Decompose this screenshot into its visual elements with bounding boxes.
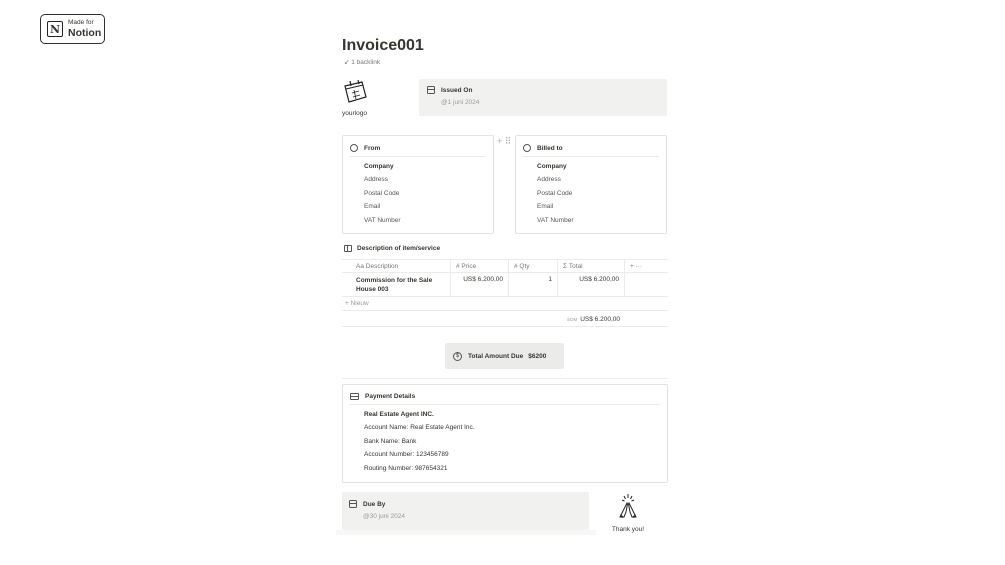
payment-bank-name[interactable]: Bank Name: Bank: [364, 437, 417, 445]
table-title[interactable]: [344, 245, 440, 252]
payment-label: Payment Details: [365, 393, 416, 400]
items-table: [342, 259, 668, 327]
calendar-sketch-icon: [342, 79, 368, 105]
payment-account-number[interactable]: Account Number: 123456789: [364, 451, 449, 459]
sum-cell[interactable]: [558, 311, 625, 326]
backlink[interactable]: ↙ 1 backlink: [344, 59, 381, 66]
row-qty[interactable]: 1: [509, 273, 558, 296]
billed-email[interactable]: Email: [537, 203, 554, 211]
row-description[interactable]: Commission for the Sale House 003: [342, 273, 451, 296]
badge-made-for: Made for: [68, 19, 94, 26]
credit-card-icon: [350, 393, 359, 400]
calendar-icon: [427, 86, 435, 94]
issued-on-callout[interactable]: [419, 79, 667, 116]
col-description[interactable]: Aa Description: [342, 260, 451, 272]
billed-to-block[interactable]: [515, 135, 667, 234]
billed-vat[interactable]: VAT Number: [537, 216, 574, 224]
payment-details-block[interactable]: [342, 384, 668, 483]
payment-routing-number[interactable]: Routing Number: 987654321: [364, 464, 448, 472]
calendar-icon: [349, 500, 357, 508]
hands-sparkle-icon: [614, 491, 642, 519]
dollar-circle-icon: $: [453, 352, 462, 361]
row-price[interactable]: US$ 6.200,00: [451, 273, 509, 296]
from-block[interactable]: [342, 135, 494, 234]
block-drag-handle[interactable]: + ⠿: [497, 136, 512, 146]
col-qty[interactable]: # Qty: [509, 260, 558, 272]
billed-postal[interactable]: Postal Code: [537, 189, 573, 197]
billed-label: Billed to: [537, 144, 563, 152]
payment-company[interactable]: Real Estate Agent INC.: [364, 411, 434, 418]
table-title-label: Description of item/service: [357, 245, 441, 252]
logo-label: yourlogo: [342, 110, 367, 117]
sum-value: US$ 6.200,00: [580, 316, 620, 323]
col-price[interactable]: # Price: [451, 260, 509, 272]
new-row-label: + Nieuw: [345, 300, 369, 307]
from-postal[interactable]: Postal Code: [364, 189, 400, 197]
page-title[interactable]: Invoice001: [342, 37, 424, 54]
add-column-button[interactable]: + ···: [630, 263, 643, 270]
table-icon: [344, 245, 352, 252]
billed-company[interactable]: Company: [537, 163, 567, 170]
notion-logo-icon: N: [47, 21, 63, 37]
divider: [342, 378, 668, 379]
thank-you-label: Thank you!: [611, 526, 645, 533]
table-row[interactable]: [342, 273, 668, 297]
total-due-label: Total Amount Due: [468, 352, 524, 360]
due-date[interactable]: @30 juni 2024: [363, 513, 406, 520]
made-for-notion-badge[interactable]: [40, 14, 105, 44]
table-header-row: [342, 259, 668, 273]
sum-label: SOM: [566, 317, 578, 322]
badge-notion: Notion: [68, 26, 102, 39]
from-vat[interactable]: VAT Number: [364, 216, 401, 224]
logo-block[interactable]: [342, 79, 382, 117]
from-address[interactable]: Address: [364, 176, 388, 184]
row-total[interactable]: US$ 6.200,00: [558, 273, 625, 296]
circle-icon: [523, 144, 531, 152]
total-due-amount: $6200: [528, 352, 547, 360]
total-amount-due-button[interactable]: [445, 343, 564, 369]
payment-account-name[interactable]: Account Name: Real Estate Agent Inc.: [364, 424, 475, 432]
circle-icon: [350, 144, 358, 152]
new-row-button[interactable]: [342, 297, 668, 311]
issued-date[interactable]: @1 juni 2024: [441, 99, 480, 106]
sum-row: [342, 311, 668, 327]
thank-you-block: [608, 491, 648, 533]
bottom-shade: [336, 530, 596, 535]
due-by-callout[interactable]: [342, 492, 589, 530]
billed-address[interactable]: Address: [537, 176, 561, 184]
row-empty: [625, 273, 668, 296]
from-label: From: [364, 144, 381, 152]
issued-label: Issued On: [441, 86, 473, 94]
due-label: Due By: [363, 500, 386, 508]
from-email[interactable]: Email: [364, 203, 381, 211]
from-company[interactable]: Company: [364, 163, 394, 170]
col-total[interactable]: Σ Total: [558, 260, 625, 272]
